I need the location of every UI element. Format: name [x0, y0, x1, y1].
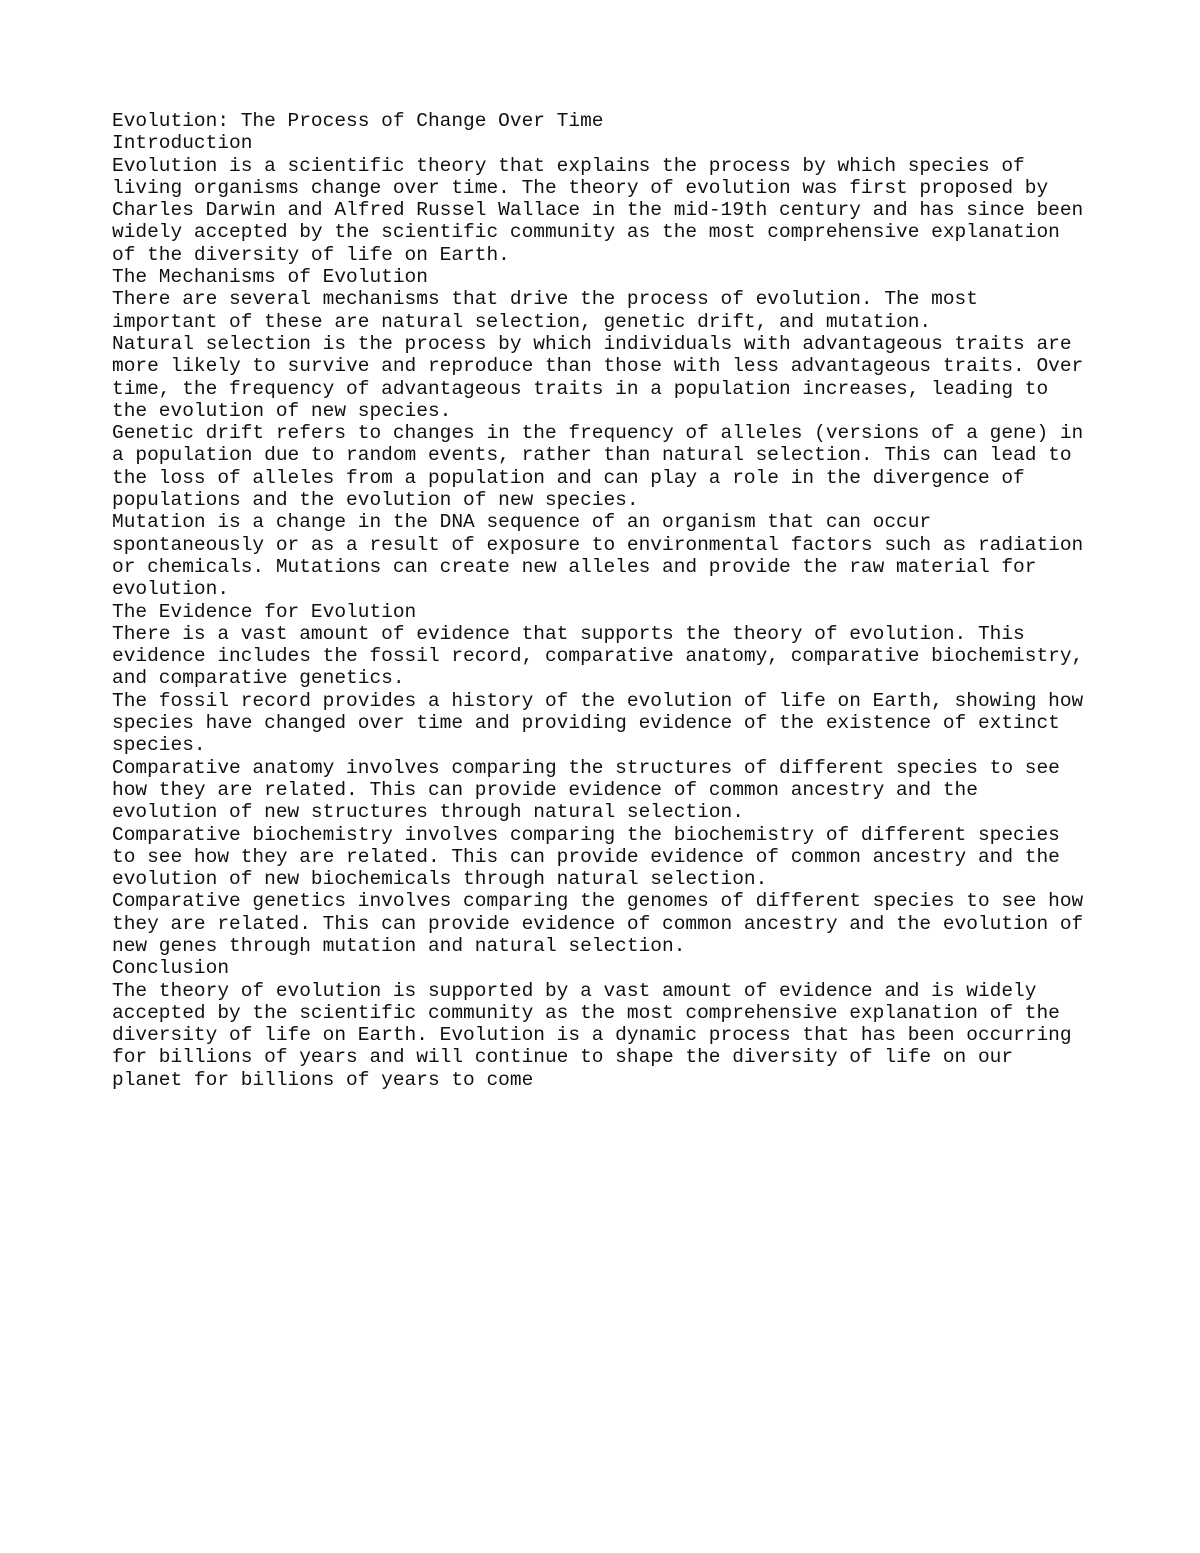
body-text-line: Mutation is a change in the DNA sequence of an organism that can occur — [112, 511, 932, 534]
body-text-line: for billions of years and will continue to shape the diversity of life on our — [112, 1046, 1014, 1069]
body-text-line: accepted by the scientific community as the most comprehensive explanation of the — [112, 1001, 1060, 1024]
body-text-line: Charles Darwin and Alfred Russel Wallace in the mid-19th century and has since been — [112, 199, 1084, 222]
body-text-line: evolution of new biochemicals through natural selection. — [112, 868, 768, 891]
section-heading-evidence: The Evidence for Evolution — [112, 600, 417, 623]
body-text-line: There are several mechanisms that drive the process of evolution. The most — [112, 288, 978, 311]
body-text-line: evolution of new structures through natural selection. — [112, 801, 744, 824]
section-heading-conclusion: Conclusion — [112, 957, 230, 980]
body-text-line: species have changed over time and providing evidence of the existence of extinct — [112, 712, 1060, 735]
body-text-line: Genetic drift refers to changes in the frequency of alleles (versions of a gene) in — [112, 422, 1084, 445]
body-text-line: populations and the evolution of new species. — [112, 489, 639, 512]
body-text-line: more likely to survive and reproduce than those with less advantageous traits. Over — [112, 355, 1084, 378]
body-text-line: planet for billions of years to come — [112, 1068, 534, 1091]
section-heading-mechanisms: The Mechanisms of Evolution — [112, 266, 428, 289]
body-text-line: to see how they are related. This can provide evidence of common ancestry and the — [112, 845, 1060, 868]
body-text-line: species. — [112, 734, 206, 757]
body-text-line: living organisms change over time. The theory of evolution was first proposed by — [112, 176, 1049, 199]
body-text-line: evidence includes the fossil record, comparative anatomy, comparative biochemistry, — [112, 645, 1084, 668]
body-text-line: Comparative biochemistry involves comparing the biochemistry of different species — [112, 823, 1060, 846]
body-text-line: Comparative anatomy involves comparing the structures of different species to see — [112, 756, 1060, 779]
body-text-line: evolution. — [112, 578, 230, 601]
body-text-line: and comparative genetics. — [112, 667, 405, 690]
body-text-line: The theory of evolution is supported by a vast amount of evidence and is widely — [112, 979, 1037, 1002]
body-text-line: time, the frequency of advantageous traits in a population increases, leading to — [112, 377, 1049, 400]
body-text-line: new genes through mutation and natural selection. — [112, 934, 686, 957]
body-text-line: the evolution of new species. — [112, 399, 452, 422]
body-text-line: Evolution is a scientific theory that explains the process by which species of — [112, 154, 1025, 177]
document-body — [112, 110, 1112, 1091]
body-text-line: Comparative genetics involves comparing the genomes of different species to see how — [112, 890, 1084, 913]
body-text-line: There is a vast amount of evidence that supports the theory of evolution. This — [112, 622, 1025, 645]
body-text-line: diversity of life on Earth. Evolution is a dynamic process that has been occurring — [112, 1024, 1072, 1047]
body-text-line: how they are related. This can provide evidence of common ancestry and the — [112, 778, 978, 801]
body-text-line: widely accepted by the scientific community as the most comprehensive explanation — [112, 221, 1060, 244]
body-text-line: important of these are natural selection, genetic drift, and mutation. — [112, 310, 932, 333]
body-text-line: Natural selection is the process by which individuals with advantageous traits are — [112, 332, 1072, 355]
document-title: Evolution: The Process of Change Over Time — [112, 110, 604, 132]
body-text-line: the loss of alleles from a population and can play a role in the divergence of — [112, 466, 1025, 489]
section-heading-introduction: Introduction — [112, 132, 253, 155]
body-text-line: a population due to random events, rather than natural selection. This can lead to — [112, 444, 1072, 467]
body-text-line: The fossil record provides a history of the evolution of life on Earth, showing how — [112, 689, 1084, 712]
body-text-line: of the diversity of life on Earth. — [112, 243, 510, 266]
body-text-line: they are related. This can provide evidence of common ancestry and the evolution of — [112, 912, 1084, 935]
body-text-line: spontaneously or as a result of exposure to environmental factors such as radiation — [112, 533, 1084, 556]
body-text-line: or chemicals. Mutations can create new alleles and provide the raw material for — [112, 555, 1037, 578]
